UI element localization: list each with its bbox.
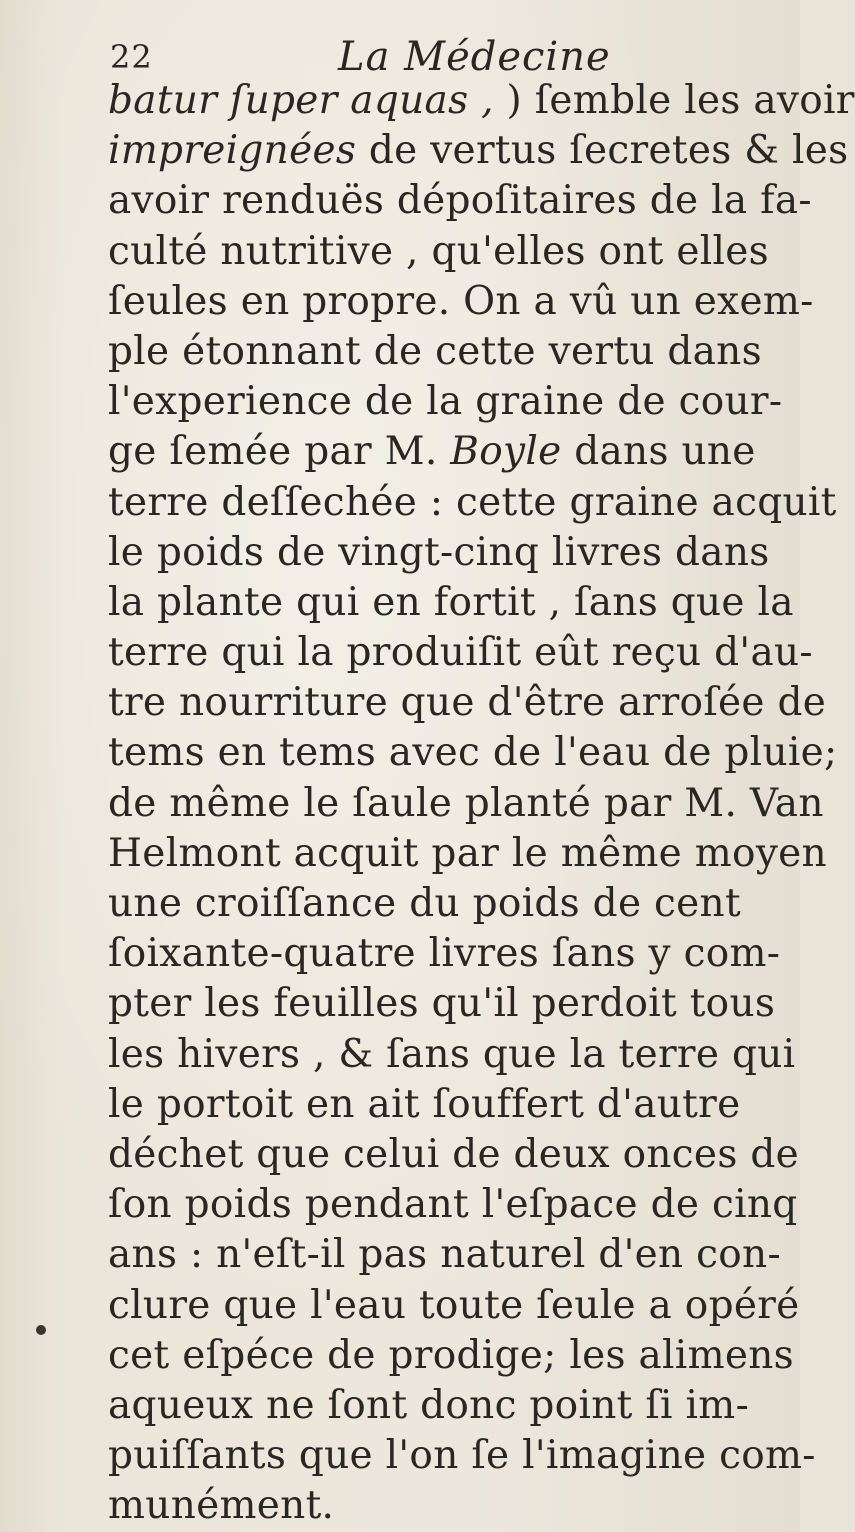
text-segment: avoir renduës dépoſitaires de la fa- <box>108 178 812 224</box>
text-line <box>108 1130 799 1180</box>
text-line <box>108 176 812 226</box>
text-line <box>108 1230 788 1280</box>
text-line <box>108 277 814 327</box>
text-line <box>108 1030 796 1080</box>
page-number: 22 <box>110 38 153 76</box>
text-line <box>108 1431 816 1481</box>
italic-segment: batur ſuper aquas , <box>108 78 494 123</box>
text-segment: Helmont acquit par le même moyen <box>108 830 827 876</box>
text-line <box>108 779 824 829</box>
text-segment: terre deſſechée : cette graine acquit <box>108 479 837 525</box>
text-segment: ans : n'eſt-il pas naturel d'en con- <box>108 1232 781 1278</box>
text-segment: tre nourriture que d'être arroſée de <box>108 680 827 726</box>
text-segment: pter les feuilles qu'il perdoit tous <box>108 981 776 1027</box>
text-segment: l'experience de la graine de cour- <box>108 379 783 425</box>
text-segment: déchet que celui de deux onces de <box>108 1131 799 1177</box>
text-segment: ge ſemée par M. <box>108 429 451 475</box>
text-line <box>108 427 788 477</box>
text-segment: de même le ſaule planté par M. Van <box>108 780 824 826</box>
text-line <box>108 879 788 929</box>
text-line <box>108 377 788 427</box>
text-segment: culté nutritive , qu'elles ont elles <box>108 228 769 274</box>
text-line <box>108 327 788 377</box>
text-line <box>108 628 813 678</box>
text-segment: dans une <box>561 429 756 475</box>
text-segment: ple étonnant de cette vertu dans <box>108 328 762 374</box>
text-segment: tems en tems avec de l'eau de pluie; <box>108 730 838 776</box>
text-line <box>108 979 788 1029</box>
text-segment: les hivers , & ſans que la terre qui <box>108 1031 796 1077</box>
text-line <box>108 1381 788 1431</box>
body-text <box>108 76 855 1531</box>
text-segment: terre qui la produiſit eût reçu d'au- <box>108 630 813 676</box>
text-segment: le portoit en ait ſouffert d'autre <box>108 1081 741 1127</box>
running-title: La Médecine <box>338 34 611 80</box>
text-line <box>108 227 788 277</box>
text-segment: la plante qui en fortit , ſans que la <box>108 579 794 625</box>
text-line <box>108 126 849 176</box>
text-line <box>108 829 827 879</box>
text-line <box>108 478 837 528</box>
text-line <box>108 1281 800 1331</box>
text-segment: ſoixante-quatre livres ſans y com- <box>108 931 781 977</box>
text-segment: clure que l'eau toute ſeule a opéré <box>108 1282 800 1328</box>
text-line <box>108 76 855 126</box>
italic-segment: impreignées <box>108 128 357 174</box>
italic-segment: Boyle <box>450 429 562 475</box>
text-segment: cet eſpéce de prodige; les alimens <box>108 1332 794 1378</box>
text-line <box>108 578 794 628</box>
text-segment: ) ſemble les avoir <box>493 78 855 123</box>
margin-ink-dot <box>36 1325 46 1335</box>
text-line <box>108 1080 788 1130</box>
text-line <box>108 929 788 979</box>
text-line <box>108 728 838 778</box>
text-segment: aqueux ne ſont donc point ſi im- <box>108 1382 750 1428</box>
text-segment: ſon poids pendant l'eſpace de cinq <box>108 1182 798 1228</box>
text-segment: une croiſſance du poids de cent <box>108 881 741 926</box>
text-line <box>108 1331 794 1381</box>
text-segment: ſeules en propre. On a vû un exem- <box>108 278 814 324</box>
text-segment: de vertus ſecretes & les <box>356 128 849 174</box>
text-segment: munément. <box>108 1483 335 1529</box>
text-line <box>108 1481 788 1531</box>
text-line <box>108 1180 798 1230</box>
text-line <box>108 678 827 728</box>
text-line <box>108 528 788 578</box>
text-segment: le poids de vingt-cinq livres dans <box>108 529 770 575</box>
text-segment: puiſſants que l'on ſe l'imagine com- <box>108 1433 816 1479</box>
